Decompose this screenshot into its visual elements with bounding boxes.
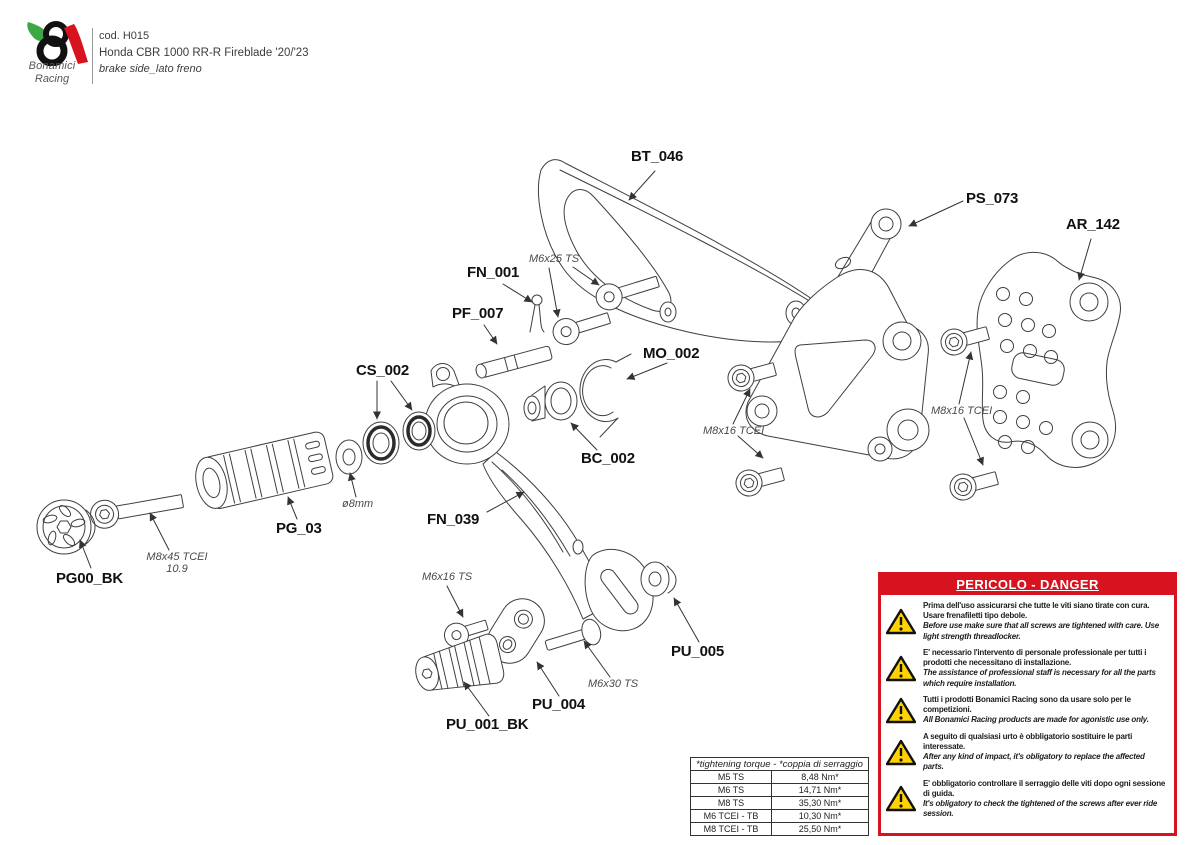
spec-label-m8x16-right: M8x16 TCEI: [931, 405, 993, 417]
part-drawing-fn001: [530, 295, 544, 332]
torque-value: 35,30 Nm*: [772, 797, 869, 810]
danger-text: [923, 695, 1167, 726]
part-label-mo002: MO_002: [643, 345, 700, 362]
spec-label-m8x45-line1: M8x45 TCEI: [146, 551, 208, 563]
part-drawing-mo002: [580, 354, 631, 437]
part-drawing-pu005: [641, 562, 676, 596]
danger-text: [923, 732, 1167, 773]
torque-row: [691, 823, 869, 836]
part-label-pf007: PF_007: [452, 305, 504, 322]
side-caption: brake side_lato freno: [99, 63, 202, 75]
part-label-pg00bk: PG00_BK: [56, 570, 123, 587]
part-drawing-bt046: [539, 160, 836, 342]
torque-table-header: *tightening torque - *coppia di serraggio: [691, 758, 869, 771]
danger-text-en: It's obligatory to check the tightened of the screws after ever ride session.: [923, 798, 1158, 819]
danger-text-it: E' necessario l'intervento di personale professionale per tutti i prodotti che necessitano di installazione.: [923, 647, 1147, 668]
torque-value: 10,30 Nm*: [772, 810, 869, 823]
torque-size: M6 TCEI - TB: [691, 810, 772, 823]
danger-text: [923, 779, 1167, 820]
bolt-m8x16-b: [733, 461, 786, 499]
spec-label-m8x45: [145, 551, 209, 575]
bike-model: Honda CBR 1000 RR-R Fireblade '20/'23: [99, 47, 309, 59]
brand-name-line2: Racing: [34, 73, 70, 85]
warning-triangle-icon: [886, 739, 916, 766]
part-label-fn039: FN_039: [427, 511, 480, 528]
torque-table: [690, 757, 869, 836]
danger-text: [923, 648, 1167, 689]
torque-size: M5 TS: [691, 771, 772, 784]
part-drawing-pg03: [191, 430, 334, 512]
spec-label-8mm: ø8mm: [342, 498, 374, 510]
part-label-cs002: CS_002: [356, 362, 410, 379]
part-label-fn001: FN_001: [467, 264, 520, 281]
spec-label-m6x25: M6x25 TS: [529, 253, 580, 265]
danger-text-en: All Bonamici Racing products are made for agonistic use only.: [923, 715, 1149, 725]
part-label-bt046: BT_046: [631, 148, 684, 165]
part-drawing-washer-8mm: [336, 440, 362, 474]
part-label-ar142: AR_142: [1066, 216, 1120, 233]
torque-size: M8 TS: [691, 797, 772, 810]
bolt-m8x16-d: [947, 465, 1000, 503]
danger-text-en: After any kind of impact, it's obligatory to replace the affected parts.: [923, 752, 1145, 772]
torque-value: 8,48 Nm*: [772, 771, 869, 784]
torque-row: [691, 797, 869, 810]
bolt-m8x45: [88, 487, 184, 531]
danger-text: [923, 601, 1167, 642]
danger-warning-box: [878, 572, 1177, 836]
part-label-ps073: PS_073: [966, 190, 1019, 207]
spec-label-m6x16: M6x16 TS: [422, 571, 473, 583]
part-drawing-pg00bk: [37, 500, 95, 554]
torque-size: M6 TS: [691, 784, 772, 797]
torque-value: 14,71 Nm*: [772, 784, 869, 797]
product-code: cod. H015: [99, 30, 150, 42]
torque-row: [691, 810, 869, 823]
part-drawing-cs002: [363, 412, 435, 464]
warning-triangle-icon: [886, 697, 916, 724]
pin-m6x30: [543, 617, 604, 658]
danger-item: [886, 695, 1167, 726]
torque-value: 25,50 Nm*: [772, 823, 869, 836]
spec-label-m8x16-left: M8x16 TCEI: [703, 425, 765, 437]
danger-item: [886, 601, 1167, 642]
danger-text-it: Prima dell'uso assicurarsi che tutte le viti siano tirate con cura. Usare frenafiletti tipo debole.: [923, 601, 1150, 621]
danger-body: [881, 595, 1174, 821]
brand-name-line1: Bonamici: [28, 60, 76, 72]
part-drawing-bc002: [524, 382, 577, 421]
part-label-pg03: PG_03: [276, 520, 322, 537]
danger-text-en: The assistance of professional staff is necessary for all the parts which require installation.: [923, 668, 1156, 688]
danger-text-it: A seguito di qualsiasi urto è obbligatorio sostituire le parti interessate.: [923, 731, 1133, 751]
spec-label-m8x45-line2: 10.9: [166, 563, 188, 575]
part-label-pu001bk: PU_001_BK: [446, 716, 529, 733]
danger-item: [886, 732, 1167, 773]
torque-size: M8 TCEI - TB: [691, 823, 772, 836]
torque-row: [691, 771, 869, 784]
screw-m6x25-lower: [550, 306, 613, 348]
danger-text-it: Tutti i prodotti Bonamici Racing sono da usare solo per le competizioni.: [923, 694, 1131, 715]
danger-item: [886, 779, 1167, 820]
torque-row: [691, 784, 869, 797]
part-label-pu004: PU_004: [532, 696, 586, 713]
part-label-bc002: BC_002: [581, 450, 635, 467]
danger-text-en: Before use make sure that all screws are tightened with care. Use light strength threadlocker.: [923, 621, 1159, 641]
torque-table-header-row: [691, 758, 869, 771]
spec-label-m6x30: M6x30 TS: [588, 678, 639, 690]
part-drawing-pf007: [475, 346, 553, 379]
part-label-pu005: PU_005: [671, 643, 725, 660]
warning-triangle-icon: [886, 655, 916, 682]
part-drawing-ar142: [977, 252, 1120, 467]
warning-triangle-icon: [886, 608, 916, 635]
warning-triangle-icon: [886, 785, 916, 812]
danger-title: PERICOLO - DANGER: [881, 575, 1174, 595]
danger-item: [886, 648, 1167, 689]
danger-text-it: E' obbligatorio controllare il serraggio delle viti dopo ogni sessione di guida.: [923, 778, 1166, 798]
